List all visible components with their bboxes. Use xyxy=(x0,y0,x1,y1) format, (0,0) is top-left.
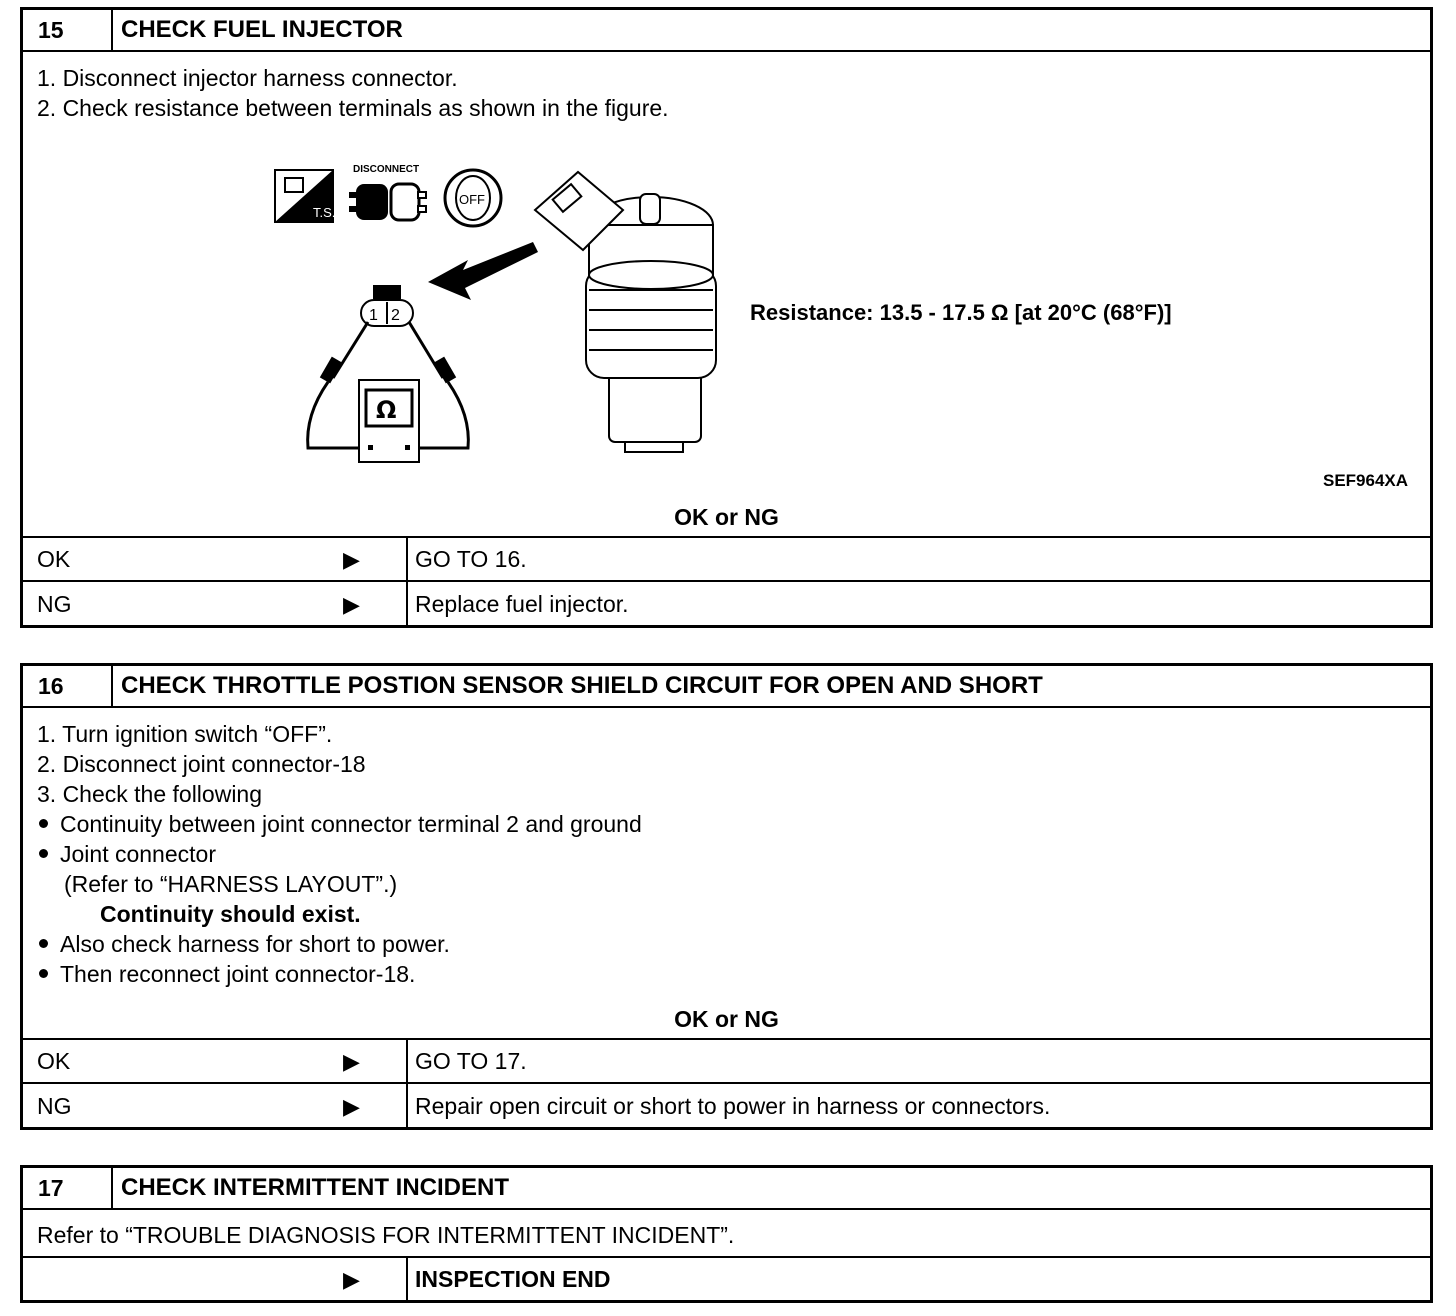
step-title: CHECK THROTTLE POSTION SENSOR SHIELD CIRCUIT FOR OPEN AND SHORT xyxy=(121,672,1043,699)
bullet-item xyxy=(39,929,450,959)
terminal-2: 2 xyxy=(391,307,400,324)
step-16-header xyxy=(23,666,1430,708)
result-action: GO TO 17. xyxy=(415,1048,527,1074)
instruction-line: 2. Check resistance between terminals as shown in the figure. xyxy=(37,95,669,121)
result-label: OK xyxy=(37,546,71,572)
terminal-1: 1 xyxy=(369,307,378,324)
result-row-ok xyxy=(23,536,1430,580)
ignition-off-icon xyxy=(445,170,501,226)
arrow-icon: ▶ xyxy=(343,592,360,617)
figure-code: SEF964XA xyxy=(1323,471,1409,490)
column-divider xyxy=(406,1040,408,1082)
result-row-end xyxy=(23,1256,1430,1300)
step-15-header xyxy=(23,10,1430,52)
bullet-text: Then reconnect joint connector-18. xyxy=(60,961,416,987)
fuel-injector xyxy=(535,172,716,452)
bullet-icon xyxy=(39,969,48,978)
step-title: CHECK FUEL INJECTOR xyxy=(121,16,403,43)
expected-result: Continuity should exist. xyxy=(100,901,361,927)
result-label: NG xyxy=(37,591,72,617)
result-row-ok xyxy=(23,1038,1430,1082)
instruction-line: 1. Turn ignition switch “OFF”. xyxy=(37,721,333,747)
bullet-text: Continuity between joint connector terminal 2 and ground xyxy=(60,811,642,837)
column-divider xyxy=(406,1084,408,1128)
step-number: 15 xyxy=(23,10,113,50)
ts-label: T.S. xyxy=(313,205,336,220)
resistance-spec: Resistance: 13.5 - 17.5 Ω [at 20°C (68°F)] xyxy=(750,300,1172,325)
ok-ng-label: OK or NG xyxy=(674,504,779,530)
connector-terminals xyxy=(361,285,413,326)
ohmmeter xyxy=(359,380,419,462)
step-17-header xyxy=(23,1168,1430,1210)
bullet-icon xyxy=(39,939,48,948)
result-action: Replace fuel injector. xyxy=(415,591,629,617)
off-label: OFF xyxy=(459,192,485,207)
column-divider xyxy=(406,1258,408,1300)
column-divider xyxy=(406,538,408,580)
bullet-icon xyxy=(39,849,48,858)
refer-note: (Refer to “HARNESS LAYOUT”.) xyxy=(64,871,398,897)
step-16-box xyxy=(20,663,1433,1130)
arrow-icon: ▶ xyxy=(343,547,360,572)
instruction-line: 1. Disconnect injector harness connector. xyxy=(37,65,458,91)
step-number: 16 xyxy=(23,666,113,706)
arrow-icon: ▶ xyxy=(343,1049,360,1074)
step-title: CHECK INTERMITTENT INCIDENT xyxy=(121,1174,509,1201)
result-action: Repair open circuit or short to power in harness or connectors. xyxy=(415,1093,1051,1119)
ok-ng-label: OK or NG xyxy=(674,1006,779,1032)
result-action: GO TO 16. xyxy=(415,546,527,572)
ts-icon xyxy=(275,170,335,222)
result-label: OK xyxy=(37,1048,71,1074)
bullet-item xyxy=(39,839,216,869)
arrow-icon: ▶ xyxy=(343,1267,360,1292)
pointer-arrow xyxy=(428,242,538,300)
column-divider xyxy=(406,582,408,626)
injector-resistance-figure xyxy=(23,150,1436,510)
disconnect-label: DISCONNECT xyxy=(353,164,420,175)
bullet-item xyxy=(39,959,415,989)
result-row-ng xyxy=(23,1082,1430,1128)
bullet-icon xyxy=(39,819,48,828)
bullet-item xyxy=(39,809,642,839)
step-15-box xyxy=(20,7,1433,628)
instruction-line: 3. Check the following xyxy=(37,781,263,807)
refer-text: Refer to “TROUBLE DIAGNOSIS FOR INTERMITTENT INCIDENT”. xyxy=(37,1222,735,1248)
instruction-line: 2. Disconnect joint connector-18 xyxy=(37,751,366,777)
disconnect-icon xyxy=(349,164,426,220)
bullet-text: Also check harness for short to power. xyxy=(60,931,450,957)
bullet-text: Joint connector xyxy=(60,841,216,867)
ohm-symbol: Ω xyxy=(376,396,397,424)
result-label: NG xyxy=(37,1093,72,1119)
result-row-ng xyxy=(23,580,1430,626)
step-number: 17 xyxy=(23,1168,113,1208)
result-action: INSPECTION END xyxy=(415,1266,611,1292)
step-17-box xyxy=(20,1165,1433,1303)
arrow-icon: ▶ xyxy=(343,1094,360,1119)
